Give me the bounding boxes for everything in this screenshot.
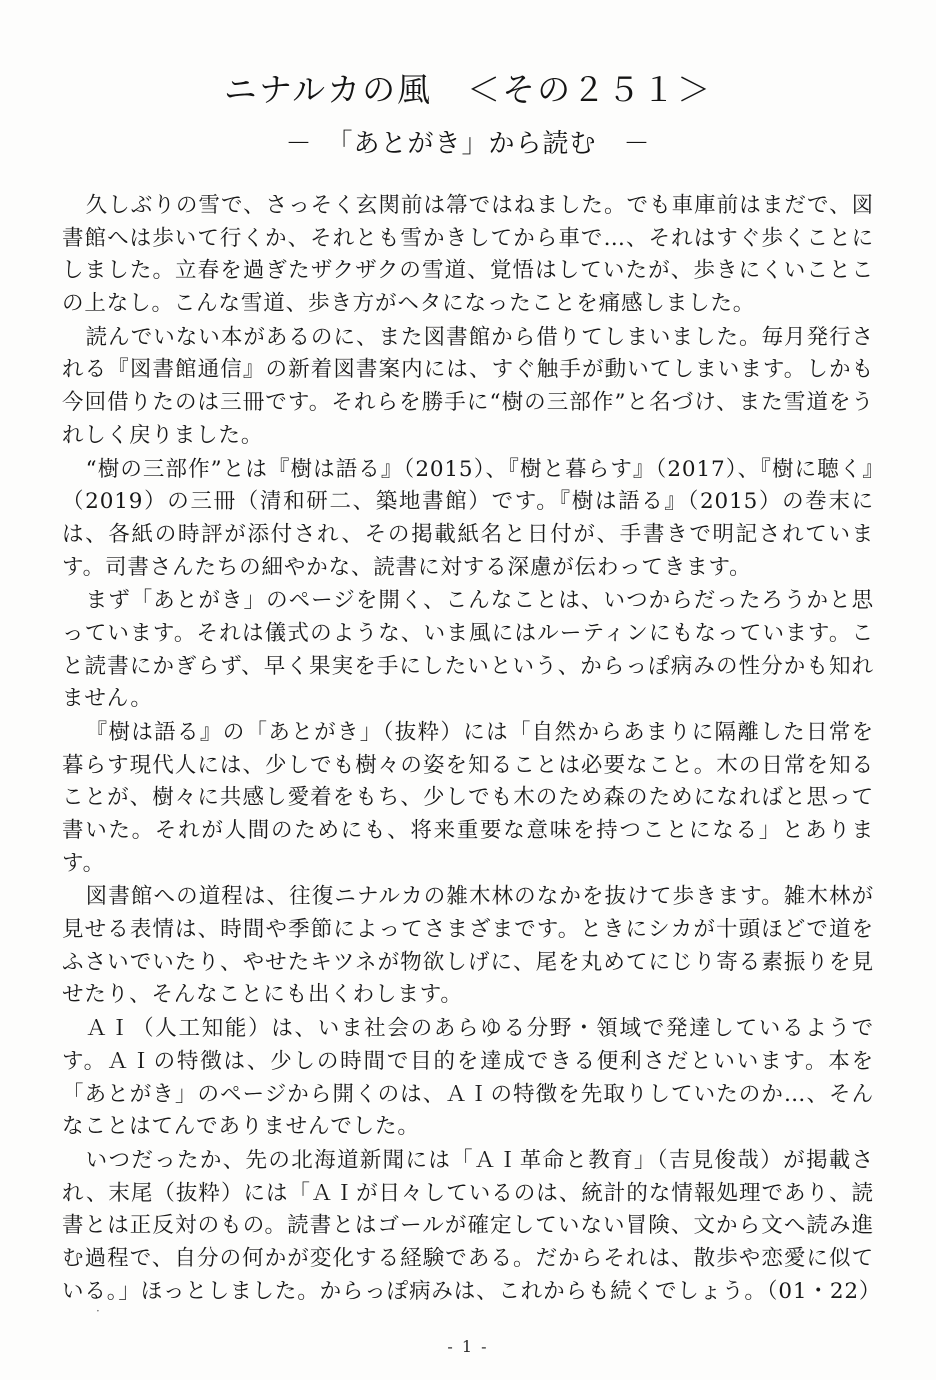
paragraph: いつだったか、先の北海道新聞には「ＡＩ革命と教育」（吉見俊哉）が掲載され、末尾（抜粋）には「ＡＩが日々しているのは、統計的な情報処理であり、読書とは正反対のもの。読書とはゴールが確定していない冒険、文から文へ読み進む過程で、自分の何かが変化する経験である。だからそれは、散歩や恋愛に似ている。」ほっとしました。からっぽ病みは、これからも続くでしょう。（01・22） <box>62 1147 882 1304</box>
paragraph: “樹の三部作”とは『樹は語る』（2015）、『樹と暮らす』（2017）、『樹に聴く』（2019）の三冊（清和研二、築地書館）です。『樹は語る』（2015）の巻末には、各紙の時評が添付され、その掲載紙名と日付が、手書きで明記されています。司書さんたちの細やかな、読書に対する深慮が伝わってきます。 <box>62 456 874 580</box>
corner-mark: · <box>96 1304 100 1318</box>
article-body <box>62 190 882 1308</box>
paragraph: まず「あとがき」のページを開く、こんなことは、いつからだったろうかと思っています。それは儀式のような、いま風にはルーティンにもなっています。こと読書にかぎらず、早く果実を手にしたいという、からっぽ病みの性分かも知れません。 <box>62 588 874 712</box>
paragraph: 久しぶりの雪で、さっそく玄関前は箒ではねました。でも車庫前はまだで、図書館へは歩いて行くか、それとも雪かきしてから車で…、それはすぐ歩くことにしました。立春を過ぎたザクザクの雪道、覚悟はしていたが、歩きにくいことこの上なし。こんな雪道、歩き方がヘタになったことを痛感しました。 <box>62 193 874 317</box>
page-number: - 1 - <box>447 1337 489 1356</box>
paragraph: 読んでいない本があるのに、また図書館から借りてしまいました。毎月発行される『図書館通信』の新着図書案内には、すぐ触手が動いてしまいます。しかも今回借りたのは三冊です。それらを勝手に“樹の三部作”と名づけ、また雪道をうれしく戻りました。 <box>62 324 874 448</box>
paragraph: ＡＩ（人工知能）は、いま社会のあらゆる分野・領域で発達しているようです。ＡＩの特徴は、少しの時間で目的を達成できる便利さだといいます。本を「あとがき」のページから開くのは、ＡＩの特徴を先取りしていたのか…、そんなことはてんでありませんでした。 <box>62 1016 874 1140</box>
page-subtitle: － 「あとがき」から読む － <box>285 129 651 159</box>
paragraph: 『樹は語る』の「あとがき」（抜粋）には「自然からあまりに隔離した日常を暮らす現代人には、少しでも樹々の姿を知ることは必要なこと。木の日常を知ることが、樹々に共感し愛着をもち、少しでも木のため森のためになればと思って書いた。それが人間のためにも、将来重要な意味を持つことになる」とあります。 <box>62 720 874 876</box>
paragraph: 図書館への道程は、往復ニナルカの雑木林のなかを抜けて歩きます。雑木林が見せる表情は、時間や季節によってさまざまです。ときにシカが十頭ほどで道をふさいでいたり、やせたキツネが物欲しげに、尾を丸めてにじり寄る素振りを見せたり、そんなことにも出くわします。 <box>62 884 874 1008</box>
page-title: ニナルカの風 ＜その２５１＞ <box>223 70 713 109</box>
